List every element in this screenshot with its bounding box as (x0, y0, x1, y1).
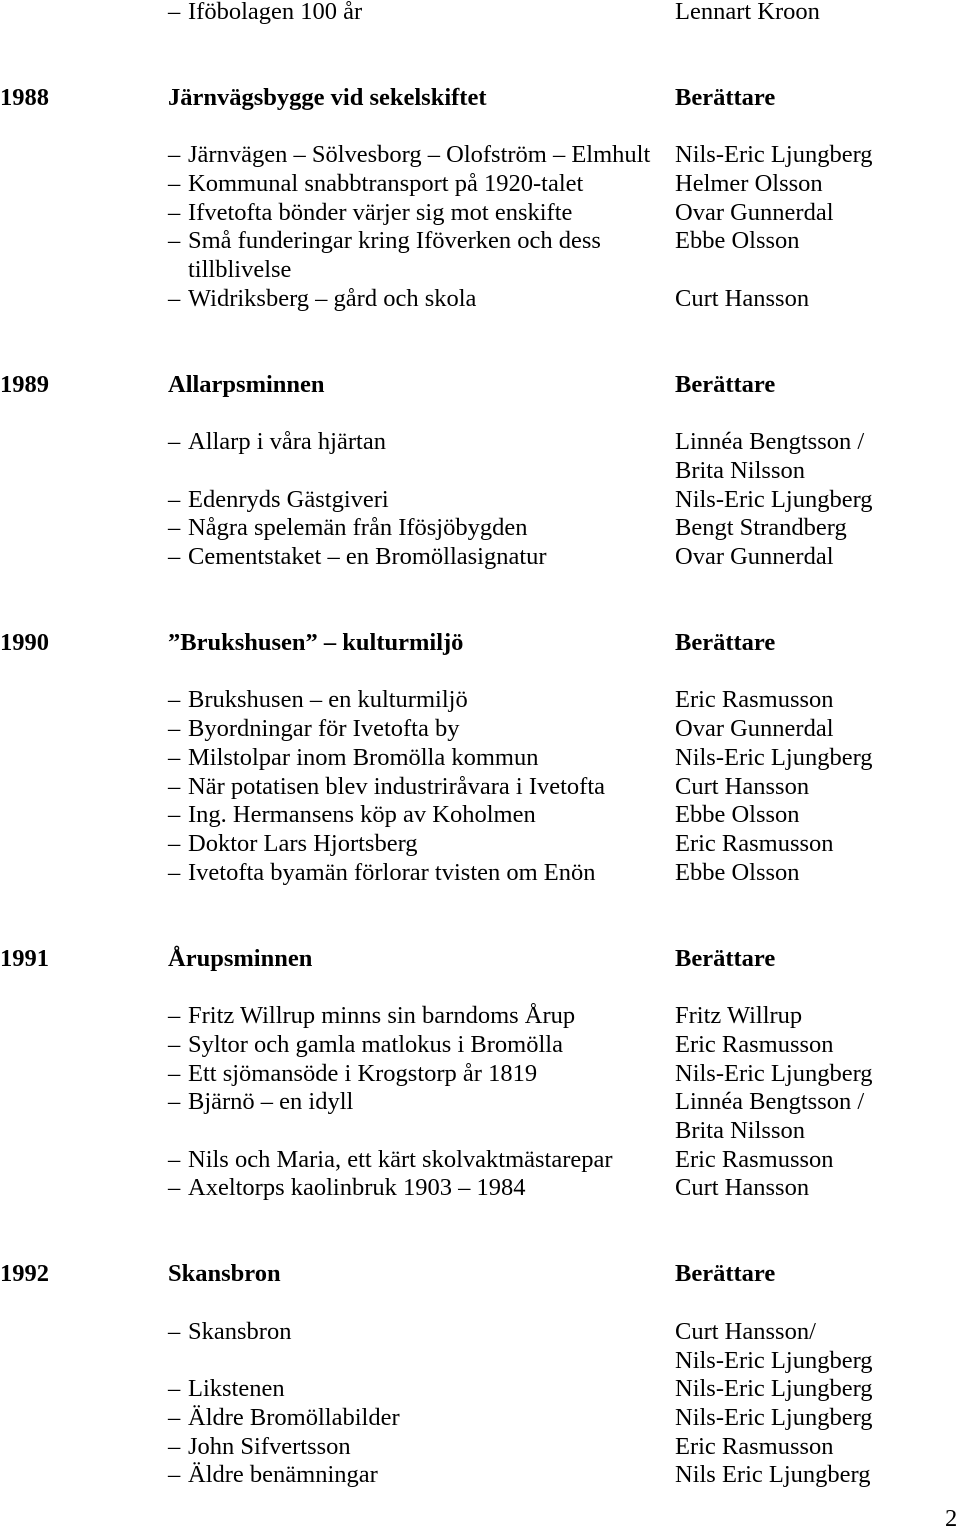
year: 1989 (0, 370, 49, 398)
year: 1990 (0, 629, 49, 657)
item-title: Järnvägen – Sölvesborg – Olofström – Elmhult (188, 141, 651, 169)
list-item (0, 1318, 960, 1375)
bullet: – (168, 198, 181, 226)
list-item (0, 428, 960, 485)
narrator-name: Ovar Gunnerdal (675, 542, 834, 570)
bullet: – (168, 829, 181, 857)
item-title: Äldre benämningar (188, 1461, 378, 1489)
item-title: Widriksberg – gård och skola (188, 284, 477, 312)
item-title: Ivetofta byamän förlorar tvisten om Enön (188, 858, 596, 886)
section-title: ”Brukshusen” – kulturmiljö (168, 629, 464, 657)
bullet: – (168, 801, 181, 829)
intro-row (0, 0, 960, 26)
year: 1988 (0, 83, 49, 111)
item-title: Fritz Willrup minns sin barndoms Årup (188, 1002, 576, 1030)
list-item (0, 514, 960, 543)
bullet: – (168, 141, 181, 169)
item-title: Edenryds Gästgiveri (188, 485, 389, 513)
item-title: Ifvetofta bönder värjer sig mot enskifte (188, 198, 573, 226)
section-title: Allarpsminnen (168, 370, 325, 398)
item-title: Milstolpar inom Bromölla kommun (188, 743, 539, 771)
narrator-name: Helmer Olsson (675, 169, 823, 197)
narrator-name: Ebbe Olsson (675, 801, 800, 829)
list-item (0, 227, 960, 284)
list-item (0, 1433, 960, 1462)
narrator-name: Ovar Gunnerdal (675, 715, 834, 743)
bullet: – (168, 858, 181, 886)
bullet: – (168, 743, 181, 771)
narrator-name: Curt Hansson (675, 772, 810, 800)
bullet: – (168, 1375, 181, 1403)
list-item (0, 773, 960, 802)
item-list (0, 1002, 960, 1203)
item-title: Iföbolagen 100 år (188, 0, 363, 25)
list-item (0, 1146, 960, 1175)
narrator-name: Bengt Strandberg (675, 514, 847, 542)
narrator-name: Linnéa Bengtsson / Brita Nilsson (675, 1088, 865, 1144)
list-item (0, 1375, 960, 1404)
bullet: – (168, 715, 181, 743)
narrator-name: Fritz Willrup (675, 1002, 803, 1030)
bullet: – (168, 686, 181, 714)
section-title: Skansbron (168, 1260, 281, 1288)
list-item (0, 1404, 960, 1433)
item-title: Små funderingar kring Iföverken och dess tillblivelse (188, 227, 601, 283)
section-list (0, 84, 960, 1490)
list-item (0, 859, 960, 888)
narrator-name: Nils-Eric Ljungberg (675, 141, 873, 169)
bullet: – (168, 1461, 181, 1489)
bullet: – (168, 1088, 181, 1116)
item-list (0, 428, 960, 572)
list-item (0, 170, 960, 199)
narrator-name: Lennart Kroon (675, 0, 820, 25)
bullet: – (168, 284, 181, 312)
narrator-name: Eric Rasmusson (675, 1030, 834, 1058)
narrator-name: Ebbe Olsson (675, 227, 800, 255)
narrator-name: Nils-Eric Ljungberg (675, 485, 873, 513)
section-header (0, 945, 960, 974)
bullet: – (168, 1030, 181, 1058)
item-list (0, 141, 960, 313)
narrator-heading: Berättare (675, 370, 776, 398)
list-item (0, 686, 960, 715)
bullet: – (168, 1317, 181, 1345)
item-title: Syltor och gamla matlokus i Bromölla (188, 1030, 563, 1058)
item-title: Äldre Bromöllabilder (188, 1403, 400, 1431)
section-header (0, 84, 960, 113)
bullet: – (168, 1002, 181, 1030)
narrator-name: Eric Rasmusson (675, 686, 834, 714)
section-title: Järnvägsbygge vid sekelskiftet (168, 83, 487, 111)
year: 1992 (0, 1260, 49, 1288)
narrator-name: Nils-Eric Ljungberg (675, 1375, 873, 1403)
bullet: – (168, 542, 181, 570)
item-title: Nils och Maria, ett kärt skolvaktmästarepar (188, 1145, 613, 1173)
item-title: Kommunal snabbtransport på 1920-talet (188, 169, 584, 197)
list-item (0, 1461, 960, 1490)
narrator-name: Eric Rasmusson (675, 1432, 834, 1460)
narrator-name: Eric Rasmusson (675, 829, 834, 857)
item-title: Skansbron (188, 1317, 292, 1345)
section-header (0, 371, 960, 400)
list-item (0, 141, 960, 170)
list-item (0, 1088, 960, 1145)
section (0, 629, 960, 887)
bullet: – (168, 1432, 181, 1460)
list-item (0, 1060, 960, 1089)
narrator-name: Eric Rasmusson (675, 1145, 834, 1173)
item-title: Några spelemän från Ifösjöbygden (188, 514, 528, 542)
list-item (0, 715, 960, 744)
narrator-heading: Berättare (675, 629, 776, 657)
narrator-name: Ovar Gunnerdal (675, 198, 834, 226)
bullet: – (168, 514, 181, 542)
item-title: Axeltorps kaolinbruk 1903 – 1984 (188, 1174, 526, 1202)
item-list (0, 686, 960, 887)
section-title: Årupsminnen (168, 944, 313, 972)
bullet: – (168, 1174, 181, 1202)
item-title: Allarp i våra hjärtan (188, 428, 386, 456)
list-item (0, 486, 960, 515)
item-title: John Sifvertsson (188, 1432, 351, 1460)
section-header (0, 1260, 960, 1289)
bullet: – (168, 485, 181, 513)
narrator-heading: Berättare (675, 944, 776, 972)
item-title: Doktor Lars Hjortsberg (188, 829, 418, 857)
section (0, 84, 960, 314)
list-item (0, 744, 960, 773)
bullet: – (168, 1403, 181, 1431)
item-title: Cementstaket – en Bromöllasignatur (188, 542, 547, 570)
narrator-name: Nils-Eric Ljungberg (675, 1059, 873, 1087)
bullet: – (168, 227, 181, 255)
narrator-name: Linnéa Bengtsson / Brita Nilsson (675, 428, 865, 484)
item-title: När potatisen blev industriråvara i Ivetofta (188, 772, 606, 800)
bullet: – (168, 169, 181, 197)
item-title: Bjärnö – en idyll (188, 1088, 354, 1116)
item-title: Byordningar för Ivetofta by (188, 715, 460, 743)
item-title: Ing. Hermansens köp av Koholmen (188, 801, 536, 829)
narrator-name: Curt Hansson/ Nils-Eric Ljungberg (675, 1317, 873, 1374)
bullet: – (168, 0, 181, 25)
list-item (0, 1031, 960, 1060)
list-item (0, 1002, 960, 1031)
list-item (0, 801, 960, 830)
bullet: – (168, 428, 181, 456)
bullet: – (168, 1059, 181, 1087)
year: 1991 (0, 944, 49, 972)
section (0, 945, 960, 1203)
narrator-name: Nils-Eric Ljungberg (675, 1403, 873, 1431)
narrator-heading: Berättare (675, 83, 776, 111)
section (0, 371, 960, 572)
list-item (0, 199, 960, 228)
list-item (0, 543, 960, 572)
list-item (0, 285, 960, 314)
narrator-name: Curt Hansson (675, 284, 810, 312)
item-title: Brukshusen – en kulturmiljö (188, 686, 468, 714)
item-title: Likstenen (188, 1375, 285, 1403)
narrator-name: Curt Hansson (675, 1174, 810, 1202)
section (0, 1260, 960, 1490)
narrator-name: Ebbe Olsson (675, 858, 800, 886)
list-item (0, 830, 960, 859)
narrator-heading: Berättare (675, 1260, 776, 1288)
bullet: – (168, 1145, 181, 1173)
item-list (0, 1318, 960, 1490)
bullet: – (168, 772, 181, 800)
page-number: 2 (945, 1505, 958, 1532)
narrator-name: Nils-Eric Ljungberg (675, 743, 873, 771)
narrator-name: Nils Eric Ljungberg (675, 1461, 871, 1489)
section-header (0, 629, 960, 658)
list-item (0, 1174, 960, 1203)
item-title: Ett sjömansöde i Krogstorp år 1819 (188, 1059, 538, 1087)
